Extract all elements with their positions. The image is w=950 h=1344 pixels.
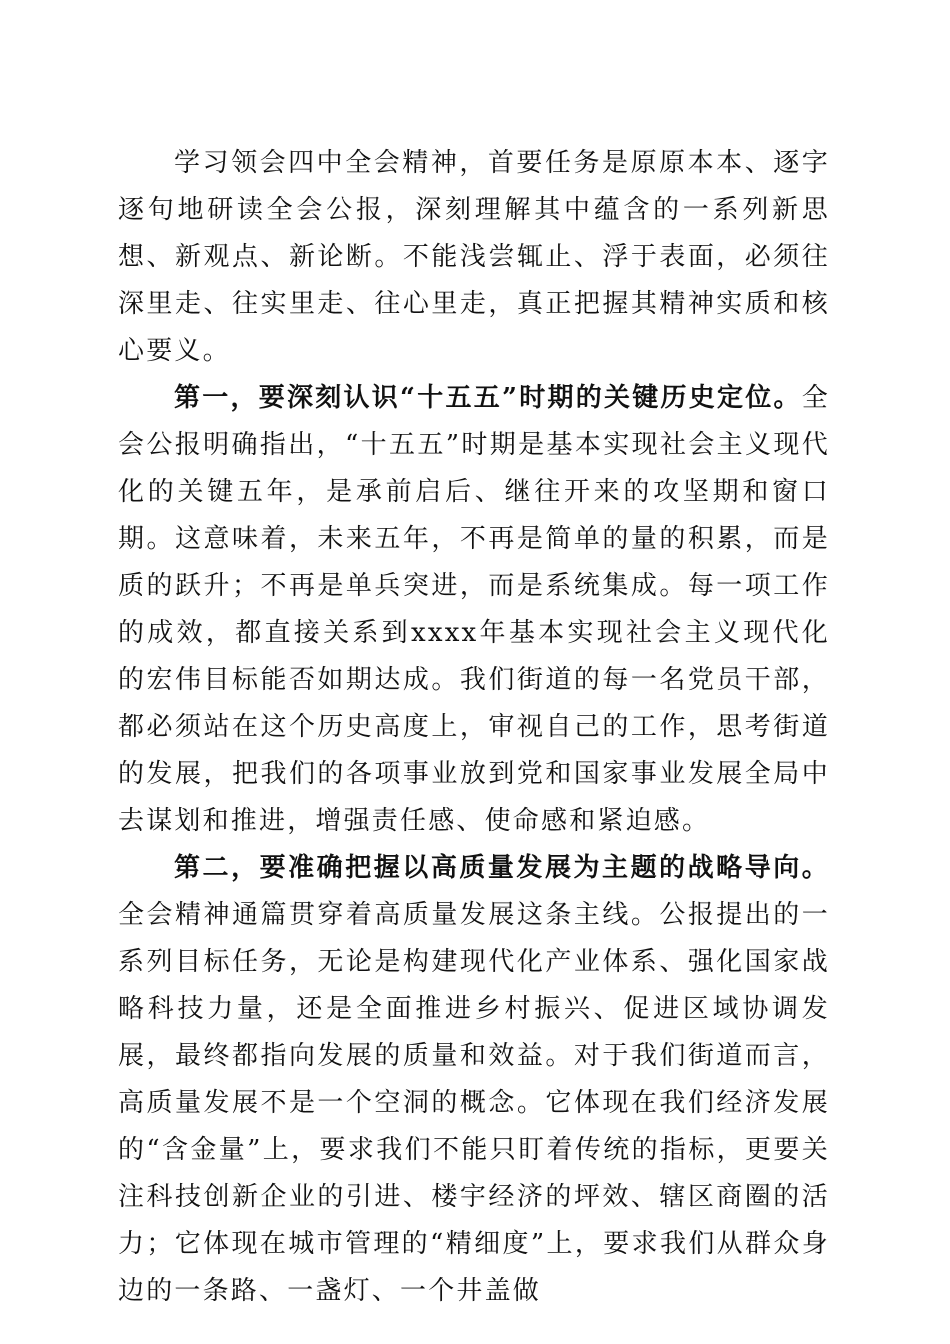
paragraph-lead: 第一，要深刻认识“十五五”时期的关键历史定位。 (174, 383, 802, 413)
paragraph-intro (118, 140, 830, 375)
paragraph-body: 学习领会四中全会精神，首要任务是原原本本、逐字逐句地研读全会公报，深刻理解其中蕴含的一系列新思想、新观点、新论断。不能浅尝辄止、浮于表面，必须往深里走、往实里走、往心里走，真正把握其精神实质和核心要义。 (118, 148, 830, 366)
document-page (118, 140, 830, 1315)
paragraph-second-point (118, 845, 830, 1315)
paragraph-body: 全会精神通篇贯穿着高质量发展这条主线。公报提出的一系列目标任务，无论是构建现代化产业体系、强化国家战略科技力量，还是全面推进乡村振兴、促进区域协调发展，最终都指向发展的质量和效益。对于我们街道而言，高质量发展不是一个空洞的概念。它体现在我们经济发展的“含金量”上，要求我们不能只盯着传统的指标，更要关注科技创新企业的引进、楼宇经济的坪效、辖区商圈的活力；它体现在城市管理的“精细度”上，要求我们从群众身边的一条路、一盏灯、一个井盖做 (118, 900, 830, 1306)
paragraph-lead: 第二，要准确把握以高质量发展为主题的战略导向。 (174, 853, 830, 883)
paragraph-first-point (118, 375, 830, 845)
paragraph-body: 全会公报明确指出，“十五五”时期是基本实现社会主义现代化的关键五年，是承前启后、继往开来的攻坚期和窗口期。这意味着，未来五年，不再是简单的量的积累，而是质的跃升；不再是单兵突进，而是系统集成。每一项工作的成效，都直接关系到xxxx年基本实现社会主义现代化的宏伟目标能否如期达成。我们街道的每一名党员干部，都必须站在这个历史高度上，审视自己的工作，思考街道的发展，把我们的各项事业放到党和国家事业发展全局中去谋划和推进，增强责任感、使命感和紧迫感。 (118, 383, 830, 836)
